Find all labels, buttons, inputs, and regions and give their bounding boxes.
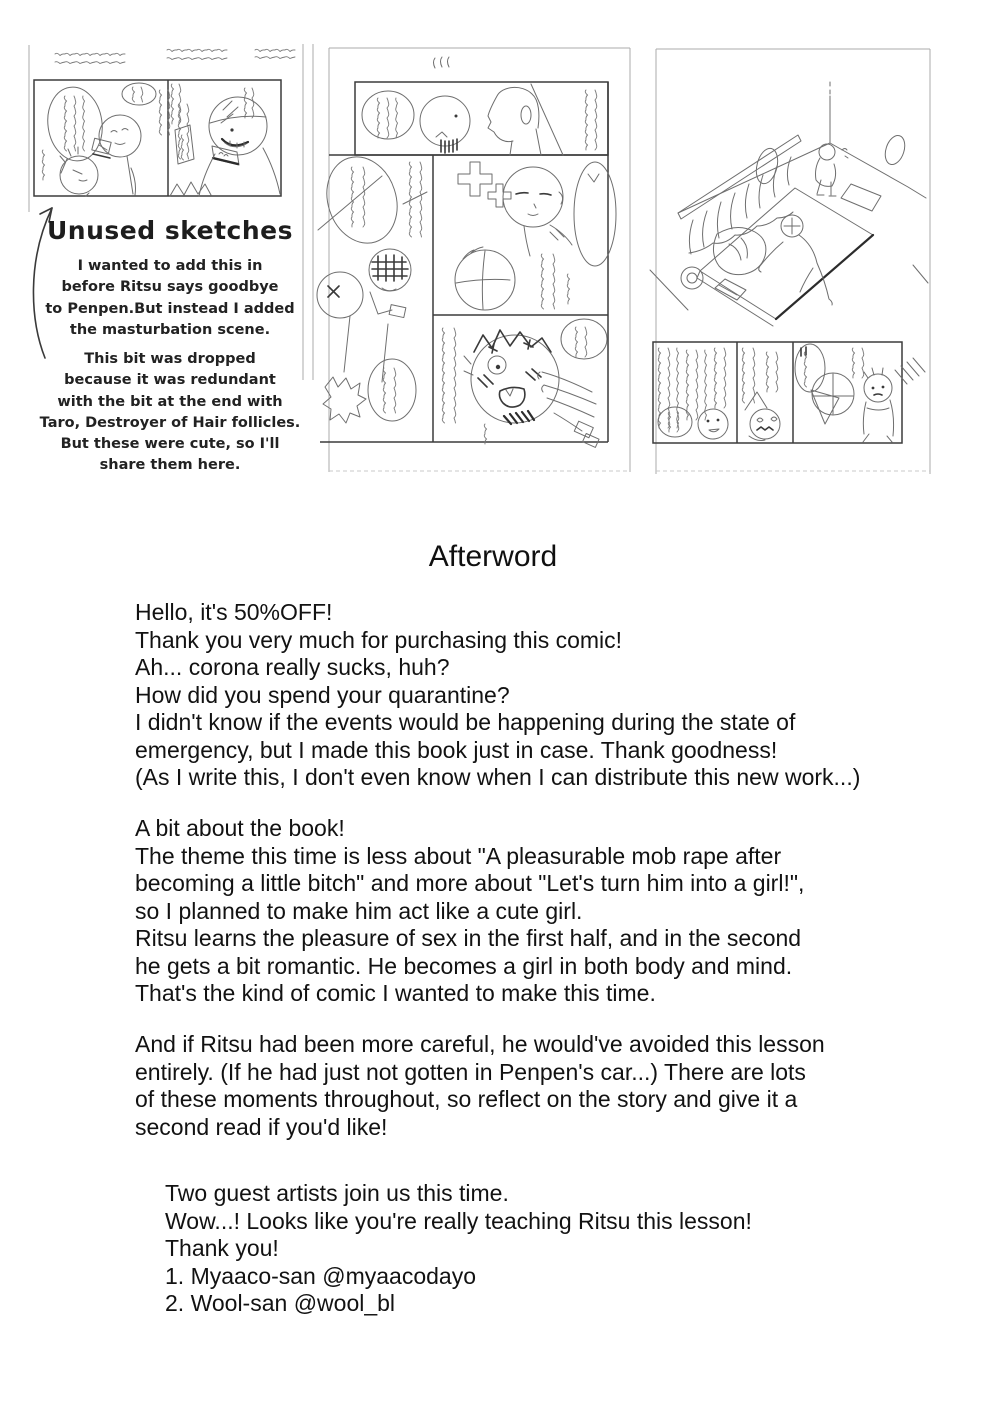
chibi-head bbox=[750, 409, 780, 439]
sketch-page-middle bbox=[300, 42, 635, 482]
speech-bubble bbox=[368, 359, 416, 421]
afterword-title: Afterword bbox=[428, 540, 558, 573]
character-head bbox=[503, 167, 563, 227]
character-head bbox=[471, 335, 559, 423]
speech-bubble bbox=[658, 407, 692, 437]
notes-title: Unused sketches bbox=[46, 216, 294, 245]
speech-bubble bbox=[795, 344, 825, 392]
speech-bubble bbox=[316, 148, 408, 253]
character-head bbox=[60, 156, 98, 194]
speech-bubble bbox=[122, 83, 156, 105]
ear bbox=[521, 106, 531, 124]
sketch-top-panel bbox=[329, 82, 608, 155]
sketch-room-panel bbox=[650, 82, 928, 326]
afterword-paragraph-3: And if Ritsu had been more careful, he would've avoided this lesson entirely. (If he had just not gotten in Penpen's car...) There are lots of these moments throughout, so reflect on the story and give it a second read if you'd like! bbox=[135, 1031, 825, 1140]
character-head bbox=[99, 115, 141, 157]
clock bbox=[681, 267, 703, 289]
spiky-hair bbox=[170, 182, 211, 196]
shout-bubble bbox=[175, 125, 194, 164]
choker-band bbox=[504, 411, 534, 424]
speech-bubble bbox=[574, 162, 616, 266]
wide-eye bbox=[488, 356, 506, 374]
sketch-crying-panel bbox=[442, 319, 607, 447]
afterword-guest-credits: Two guest artists join us this time. Wow...! Looks like you're really teaching Ritsu this lesson! Thank you! 1. Myaaco-san @myaacodayo 2. Wool-san @wool_bl bbox=[165, 1180, 752, 1316]
messy-hair bbox=[474, 330, 551, 352]
pillow bbox=[841, 184, 881, 211]
sketch-bottom-row bbox=[645, 38, 925, 443]
sketch-smug-panel bbox=[455, 162, 616, 310]
afterword-paragraph-2: A bit about the book! The theme this time is less about "A pleasurable mob rape after becoming a little bitch" and more about "Let's turn him into a girl!", so I planned to make him act like a cute girl. Ritsu learns the pleasure of sex in the first half, and in the second he gets a bit romantic. He becomes a girl in both body and mind. That's the kind of comic I wanted to make this time. bbox=[135, 815, 805, 1006]
sitting-figure-head bbox=[819, 144, 835, 160]
x-eyes bbox=[328, 286, 339, 297]
window-cross bbox=[458, 162, 492, 196]
hand-over-face bbox=[811, 390, 839, 424]
chibi-head bbox=[696, 407, 731, 442]
notes-paragraph-2: This bit was dropped because it was redundant with the bit at the end with Taro, Destroyer of Hair follicles. But these were cute, so I'll share them here. bbox=[39, 351, 301, 474]
sketch-right-subpanel bbox=[170, 84, 280, 196]
slit-eyes bbox=[516, 193, 551, 195]
blush-hatch bbox=[478, 369, 541, 387]
futon bbox=[700, 188, 873, 319]
sketch-left-subpanel bbox=[42, 83, 189, 196]
character-head bbox=[369, 249, 411, 291]
character-head bbox=[317, 272, 363, 318]
sketch-left-column bbox=[316, 148, 427, 423]
character-head bbox=[420, 96, 470, 146]
hand-fingers bbox=[542, 372, 596, 431]
notes-paragraph-1: I wanted to add this in before Ritsu says goodbye to Penpen.But instead I added the masturbation scene. bbox=[45, 258, 295, 338]
sketch-page-right bbox=[645, 38, 945, 484]
speech-bubble bbox=[561, 319, 607, 359]
afterword-paragraph-1: Hello, it's 50%OFF! Thank you very much for purchasing this comic! Ah... corona really sucks, huh? How did you spend your quarantine? I didn't know if the events would be happening during the state of emergency, but I made this book just in case. Thank goodness! (As I write this, I don't even know when I can distribute this new work...) bbox=[135, 599, 861, 790]
